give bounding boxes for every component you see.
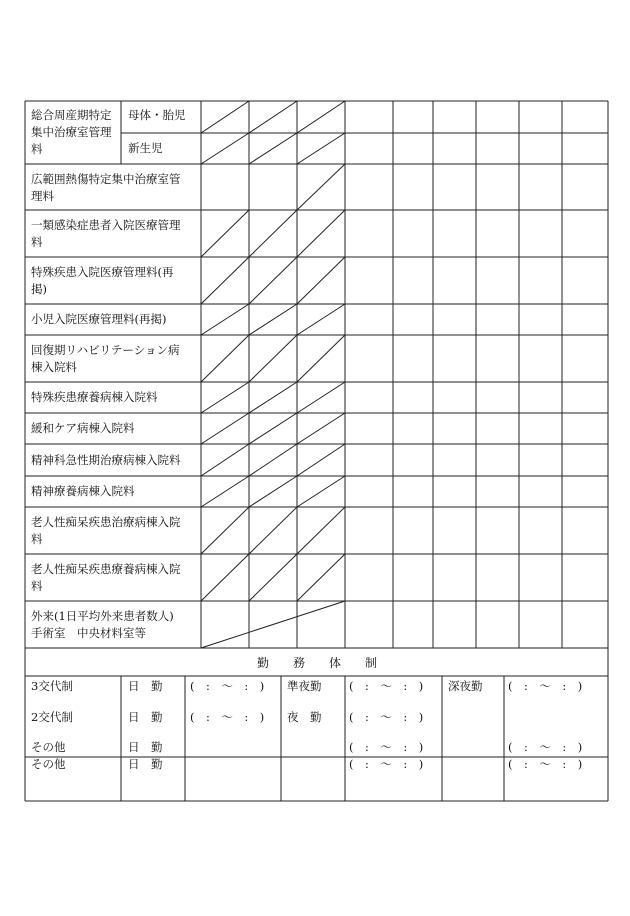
deep-night-time-field-2[interactable]: ( : 〜 : ) — [508, 740, 583, 754]
night-shift-label: 夜 勤 — [287, 710, 322, 724]
not-applicable-diagonal — [249, 304, 297, 335]
shift-section-heading: 勤 務 体 制 — [257, 656, 378, 670]
row-label-perinatal: 集中治療室管理 — [31, 125, 112, 139]
semi-night-time-field-3[interactable]: ( : 〜 : ) — [349, 740, 424, 754]
row-sub-label-mother-fetus: 母体・胎児 — [128, 108, 186, 122]
outpatient-diagonal — [201, 601, 345, 648]
row-label-outpatient: 外来(1日平均外来患者数人) — [31, 609, 174, 623]
row-label-special-disease: 特殊疾患入院医療管理料(再 — [31, 265, 174, 279]
not-applicable-diagonal — [249, 335, 297, 382]
row-label-dementia-treatment: 料 — [31, 532, 43, 546]
not-applicable-diagonal — [297, 164, 345, 210]
semi-night-time-field-4[interactable]: ( : 〜 : ) — [349, 757, 424, 771]
row-label-palliative: 緩和ケア病棟入院料 — [31, 421, 135, 435]
day-shift-label-2: 日 勤 — [128, 710, 163, 724]
not-applicable-diagonal — [297, 476, 345, 507]
row-label-dementia-care: 老人性痴呆疾患療養病棟入院 — [31, 562, 181, 576]
day-time-field-1[interactable]: ( : 〜 : ) — [190, 679, 265, 693]
not-applicable-diagonal — [249, 476, 297, 507]
row-label-dementia-treatment: 老人性痴呆疾患治療病棟入院 — [31, 515, 181, 529]
not-applicable-diagonal — [249, 133, 297, 164]
day-shift-label-4: 日 勤 — [128, 757, 163, 771]
row-label-infection: 一類感染症患者入院医療管理 — [31, 218, 181, 232]
not-applicable-diagonal — [201, 444, 249, 476]
row-sub-label-newborn: 新生児 — [128, 141, 163, 155]
not-applicable-diagonal — [249, 554, 297, 601]
not-applicable-diagonal — [201, 476, 249, 507]
not-applicable-diagonal — [249, 382, 297, 413]
row-label-dementia-care: 料 — [31, 579, 43, 593]
row-label-psych-care: 精神療養病棟入院料 — [31, 484, 135, 498]
three-shift-label: 3交代制 — [31, 679, 73, 693]
row-label-psych-acute: 精神科急性期治療病棟入院料 — [31, 453, 181, 467]
not-applicable-diagonal — [297, 101, 345, 133]
other-shift-label-2: その他 — [31, 757, 66, 771]
not-applicable-diagonal — [297, 210, 345, 257]
row-label-burn-icu: 広範囲熱傷特定集中治療室管 — [31, 172, 181, 186]
not-applicable-diagonal — [201, 257, 249, 304]
not-applicable-diagonal — [249, 413, 297, 444]
not-applicable-diagonal — [249, 507, 297, 554]
day-shift-label-1: 日 勤 — [128, 679, 163, 693]
not-applicable-diagonal — [201, 210, 249, 257]
not-applicable-diagonal — [201, 101, 249, 133]
not-applicable-diagonal — [201, 554, 249, 601]
two-shift-label: 2交代制 — [31, 710, 73, 724]
not-applicable-diagonal — [201, 335, 249, 382]
not-applicable-diagonal — [297, 304, 345, 335]
row-label-infection: 料 — [31, 235, 43, 249]
not-applicable-diagonal — [297, 382, 345, 413]
not-applicable-diagonal — [249, 101, 297, 133]
row-label-outpatient: 手術室 中央材料室等 — [31, 626, 146, 640]
semi-night-label: 準夜勤 — [287, 679, 322, 693]
deep-night-time-field-3[interactable]: ( : 〜 : ) — [508, 757, 583, 771]
not-applicable-diagonal — [249, 257, 297, 304]
not-applicable-diagonal — [297, 444, 345, 476]
semi-night-time-field-2[interactable]: ( : 〜 : ) — [349, 710, 424, 724]
not-applicable-diagonal — [297, 335, 345, 382]
row-label-rehab: 棟入院料 — [31, 360, 77, 374]
not-applicable-diagonal — [201, 507, 249, 554]
semi-night-time-field-1[interactable]: ( : 〜 : ) — [349, 679, 424, 693]
not-applicable-diagonal — [297, 133, 345, 164]
other-shift-label-1: その他 — [31, 740, 66, 754]
row-label-perinatal: 総合周産期特定 — [31, 108, 112, 122]
not-applicable-diagonal — [249, 444, 297, 476]
day-shift-label-3: 日 勤 — [128, 740, 163, 754]
not-applicable-diagonal — [201, 304, 249, 335]
not-applicable-diagonal — [297, 257, 345, 304]
not-applicable-diagonal — [297, 554, 345, 601]
not-applicable-diagonal — [297, 413, 345, 444]
not-applicable-diagonal — [297, 507, 345, 554]
row-label-special-disease: 掲) — [31, 282, 47, 296]
row-label-rehab: 回復期リハビリテーション病 — [31, 343, 180, 357]
deep-night-label: 深夜勤 — [448, 679, 483, 693]
row-label-perinatal: 料 — [31, 142, 43, 156]
row-label-burn-icu: 理料 — [31, 189, 54, 203]
not-applicable-diagonal — [249, 210, 297, 257]
day-time-field-2[interactable]: ( : 〜 : ) — [190, 710, 265, 724]
not-applicable-diagonal — [201, 133, 249, 164]
deep-night-time-field-1[interactable]: ( : 〜 : ) — [508, 679, 583, 693]
not-applicable-diagonal — [201, 382, 249, 413]
row-label-special-care: 特殊疾患療養病棟入院料 — [31, 390, 158, 404]
not-applicable-diagonal — [201, 413, 249, 444]
row-label-pediatric: 小児入院医療管理料(再掲) — [31, 312, 167, 326]
